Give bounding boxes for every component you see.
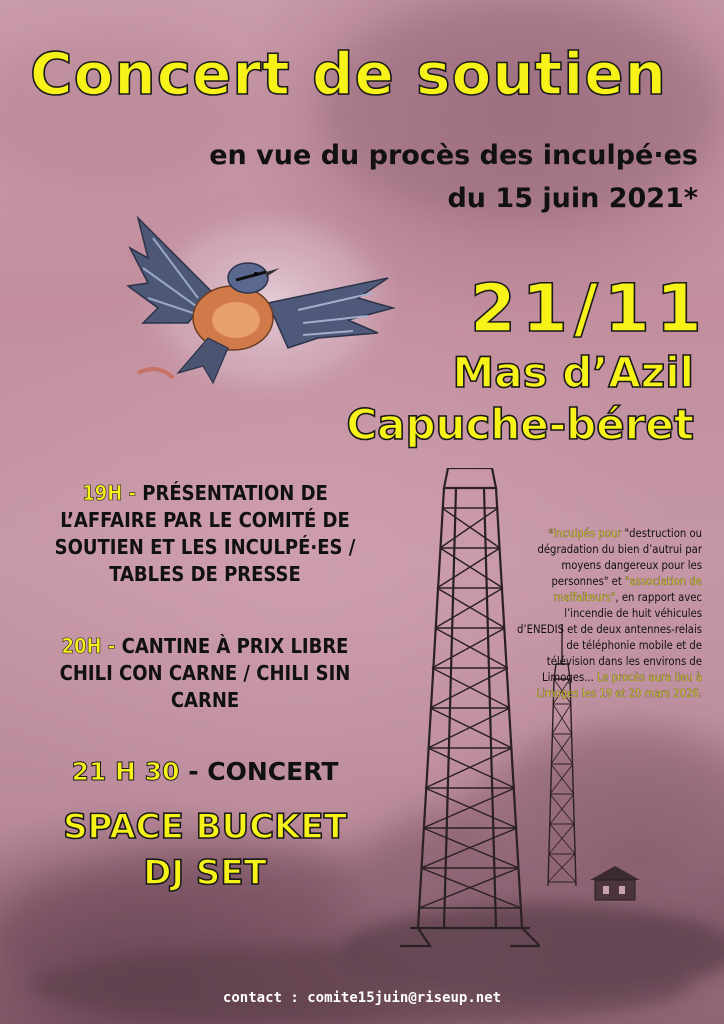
- program-item-19h: [30, 480, 380, 588]
- contact-email: contact : comite15juin@riseup.net: [222, 990, 502, 1006]
- footnote-highlight: "association de malfaiteurs": [553, 575, 702, 604]
- program-item-concert: [30, 757, 380, 786]
- program-text: L’AFFAIRE PAR LE COMITÉ DE: [60, 508, 350, 532]
- footnote-highlight: Le procès aura lieu à Limoges les 19 et 20 mars 2026.: [536, 671, 702, 700]
- page-title: Concert de soutien: [30, 40, 667, 108]
- footnote-text: "destruction ou dégradation du bien d’autrui par moyens dangereux pour les personnes": [537, 527, 702, 588]
- program-separator: -: [107, 634, 116, 658]
- event-place-line-2: Capuche-béret: [346, 400, 694, 449]
- program-text: CARNE: [170, 688, 240, 712]
- program-text: SOUTIEN ET LES INCULPÉ·ES /: [54, 535, 356, 559]
- concert-time: 21 H 30: [71, 757, 180, 786]
- hut-building: [585, 862, 645, 902]
- footnote-text: , en rapport avec l’incendie de huit véhicules d’ENEDIS et de deux antennes-relais de téléphonie mobile et de télévision dans les environs de Limoges...: [517, 591, 702, 684]
- footnote-highlight: *inculpés pour: [548, 527, 622, 540]
- band-format: DJ SET: [143, 853, 267, 893]
- footnote: [516, 526, 702, 702]
- event-place-line-1: Mas d’Azil: [452, 348, 694, 397]
- footnote-text: et: [608, 575, 625, 588]
- subtitle-line-2: du 15 juin 2021*: [447, 183, 698, 214]
- subtitle-line-1: en vue du procès des inculpé·es: [209, 140, 698, 171]
- concert-label: - CONCERT: [188, 757, 339, 786]
- event-date: 21/11: [470, 270, 708, 347]
- program-item-20h: [30, 633, 380, 714]
- program-text: CHILI CON CARNE / CHILI SIN: [59, 661, 351, 685]
- band-name: SPACE BUCKET: [63, 807, 347, 847]
- program-time-20h: 20H: [61, 634, 102, 658]
- program-text: TABLES DE PRESSE: [109, 562, 301, 586]
- program-time-19h: 19H: [82, 481, 123, 505]
- program-text: PRÉSENTATION DE: [142, 481, 328, 505]
- program-separator: -: [128, 481, 137, 505]
- program-text: CANTINE À PRIX LIBRE: [121, 634, 349, 658]
- nuthatch-bird-illustration: [118, 198, 398, 418]
